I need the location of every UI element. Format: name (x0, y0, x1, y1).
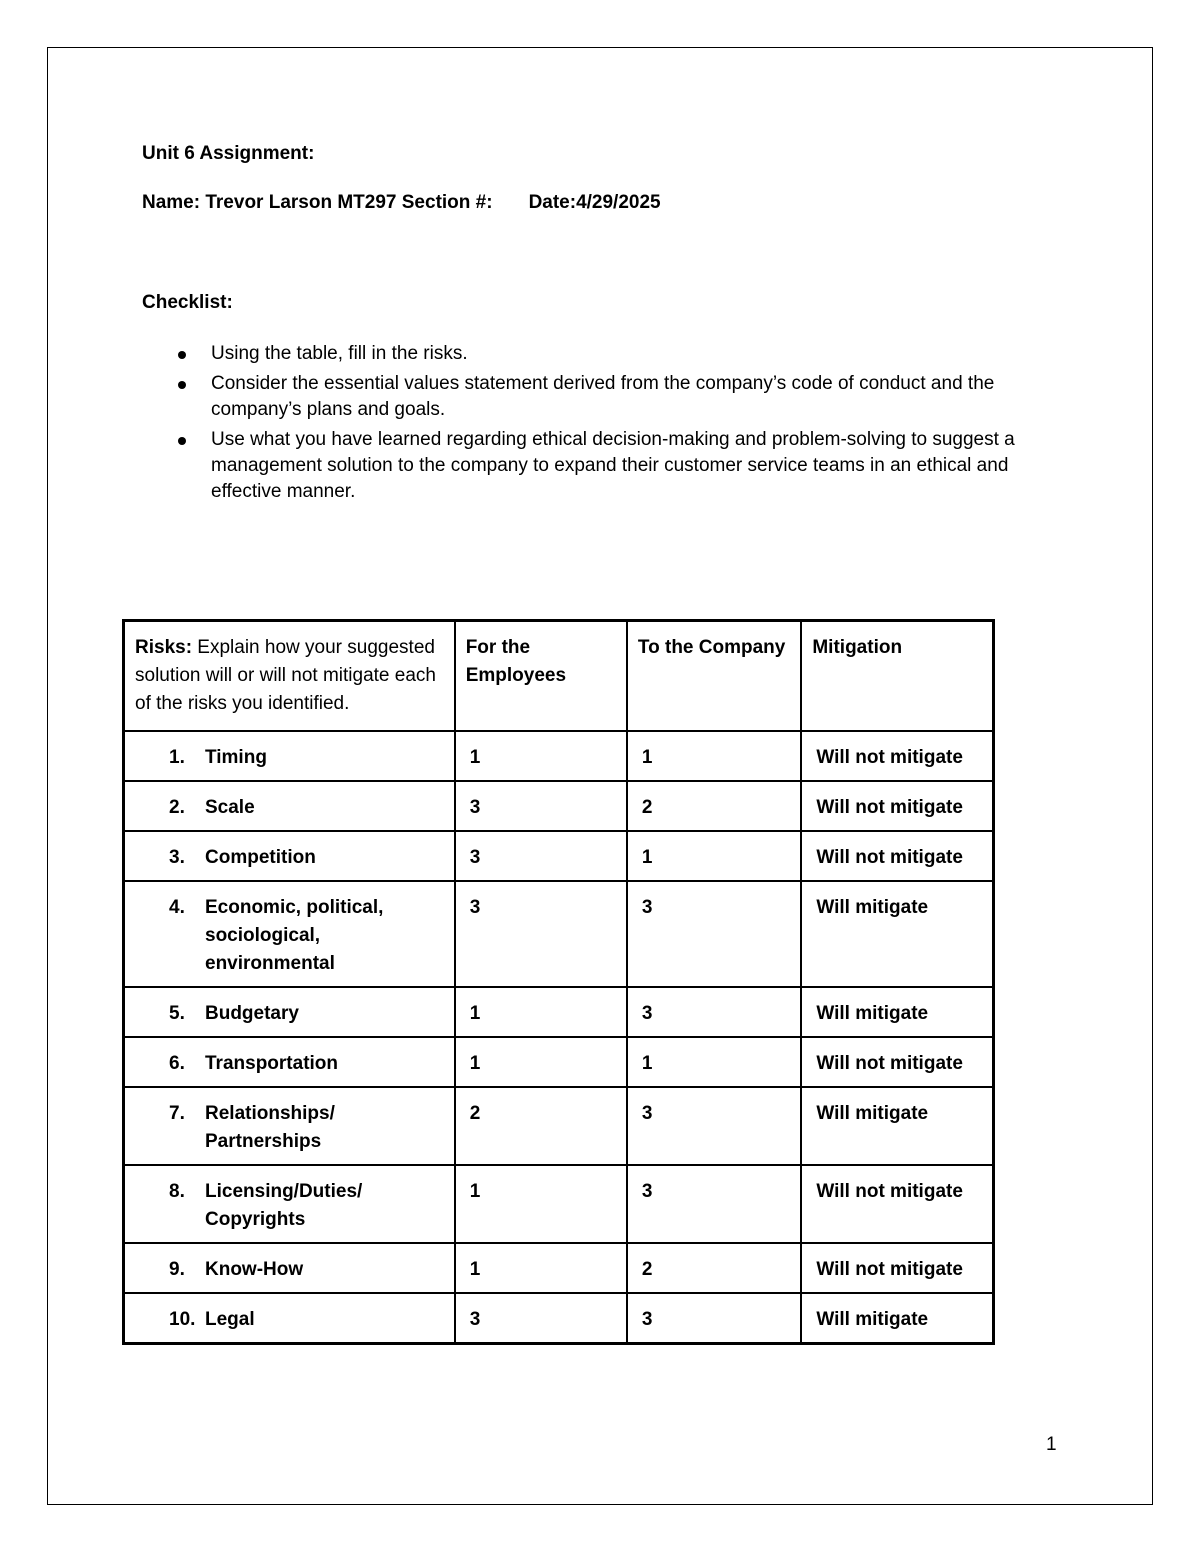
risk-cell (124, 1243, 455, 1293)
risks-header-label: Risks: (135, 637, 193, 658)
risks-column-header (124, 621, 455, 732)
company-rating: 3 (627, 1293, 801, 1344)
risk-number: 1. (169, 747, 185, 768)
checklist (172, 341, 1072, 509)
risk-number: 3. (169, 847, 185, 868)
table-row (124, 1293, 994, 1344)
company-rating: 3 (627, 881, 801, 987)
table-row (124, 731, 994, 781)
company-rating: 1 (627, 731, 801, 781)
risk-cell (124, 1087, 455, 1165)
risk-number: 10. (169, 1309, 196, 1330)
employees-rating: 1 (455, 987, 627, 1037)
risk-name: Relationships/ Partnerships (205, 1103, 335, 1152)
risk-name: Budgetary (205, 1003, 299, 1024)
risks-header-instructions: Explain how your suggested solution will or will not mitigate each of the risks you identified. (135, 637, 436, 714)
table-row (124, 1037, 994, 1087)
company-rating: 3 (627, 1087, 801, 1165)
risk-name: Licensing/Duties/ Copyrights (205, 1181, 363, 1230)
risk-cell (124, 1037, 455, 1087)
employees-rating: 1 (455, 731, 627, 781)
risk-name: Competition (205, 847, 316, 868)
risk-name: Economic, political, sociological, environmental (205, 897, 384, 974)
checklist-title: Checklist: (142, 292, 233, 313)
table-row (124, 1165, 994, 1243)
mitigation-value: Will not mitigate (801, 1037, 993, 1087)
student-name-section: Name: Trevor Larson MT297 Section #: (142, 192, 493, 213)
checklist-item (172, 427, 1072, 505)
company-rating: 1 (627, 1037, 801, 1087)
mitigation-value: Will not mitigate (801, 1165, 993, 1243)
checklist-item-text: Using the table, fill in the risks. (211, 343, 468, 364)
risk-name: Timing (205, 747, 267, 768)
employees-rating: 3 (455, 1293, 627, 1344)
table-row (124, 881, 994, 987)
page-number: 1 (1046, 1434, 1057, 1455)
risk-number: 6. (169, 1053, 185, 1074)
checklist-item-text: Use what you have learned regarding ethical decision-making and problem-solving to suggest a management solution to the company to expand their customer service teams in an ethical and effective manner. (211, 429, 1015, 502)
employees-rating: 3 (455, 831, 627, 881)
employees-rating: 1 (455, 1037, 627, 1087)
employees-rating: 3 (455, 881, 627, 987)
risk-cell (124, 881, 455, 987)
mitigation-value: Will mitigate (801, 881, 993, 987)
company-rating: 1 (627, 831, 801, 881)
table-row (124, 831, 994, 881)
risk-cell (124, 1293, 455, 1344)
assignment-title: Unit 6 Assignment: (142, 143, 315, 164)
risk-cell (124, 1165, 455, 1243)
company-rating: 3 (627, 987, 801, 1037)
risk-number: 4. (169, 897, 185, 918)
mitigation-value: Will not mitigate (801, 1243, 993, 1293)
name-line (142, 192, 661, 214)
checklist-item (172, 371, 1072, 423)
risk-name: Scale (205, 797, 255, 818)
risk-number: 2. (169, 797, 185, 818)
risk-cell (124, 731, 455, 781)
mitigation-value: Will mitigate (801, 1293, 993, 1344)
employees-rating: 1 (455, 1165, 627, 1243)
employees-rating: 2 (455, 1087, 627, 1165)
mitigation-value: Will not mitigate (801, 731, 993, 781)
table-row (124, 1243, 994, 1293)
risk-number: 8. (169, 1181, 185, 1202)
employees-column-header: For the Employees (455, 621, 627, 732)
risk-name: Know-How (205, 1259, 304, 1280)
risk-name: Legal (205, 1309, 255, 1330)
checklist-item-text: Consider the essential values statement derived from the company’s code of conduct and the company’s plans and goals. (211, 373, 995, 420)
risk-number: 9. (169, 1259, 185, 1280)
risk-number: 5. (169, 1003, 185, 1024)
table-row (124, 1087, 994, 1165)
risk-cell (124, 987, 455, 1037)
mitigation-value: Will mitigate (801, 1087, 993, 1165)
bullet-icon (178, 437, 186, 445)
company-rating: 3 (627, 1165, 801, 1243)
employees-rating: 3 (455, 781, 627, 831)
table-header-row (124, 621, 994, 732)
mitigation-column-header: Mitigation (801, 621, 993, 732)
company-column-header: To the Company (627, 621, 801, 732)
employees-rating: 1 (455, 1243, 627, 1293)
table-row (124, 987, 994, 1037)
table-row (124, 781, 994, 831)
company-rating: 2 (627, 1243, 801, 1293)
risk-number: 7. (169, 1103, 185, 1124)
risk-table (122, 619, 995, 1345)
checklist-item (172, 341, 1072, 367)
mitigation-value: Will mitigate (801, 987, 993, 1037)
risk-cell (124, 831, 455, 881)
mitigation-value: Will not mitigate (801, 781, 993, 831)
company-rating: 2 (627, 781, 801, 831)
bullet-icon (178, 381, 186, 389)
assignment-date: Date:4/29/2025 (528, 192, 661, 213)
risk-name: Transportation (205, 1053, 339, 1074)
risk-cell (124, 781, 455, 831)
bullet-icon (178, 351, 186, 359)
mitigation-value: Will not mitigate (801, 831, 993, 881)
